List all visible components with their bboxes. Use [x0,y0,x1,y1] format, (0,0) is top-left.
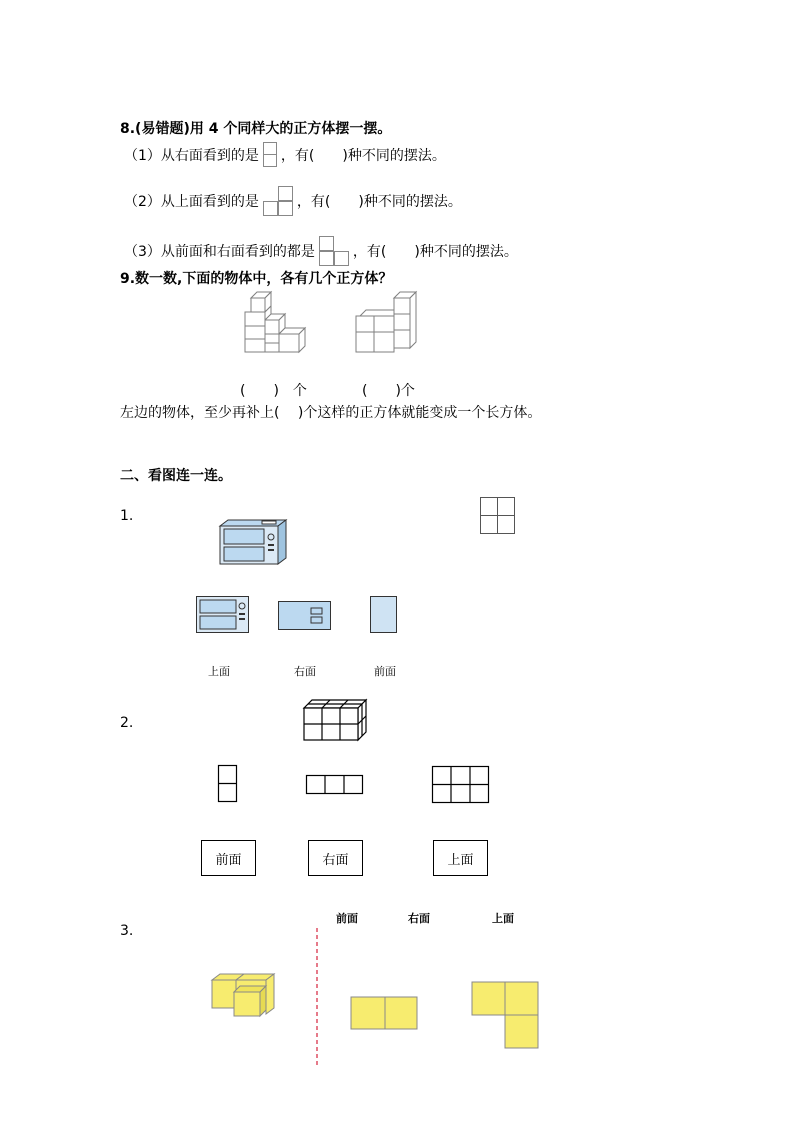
item1-label-top: 上面 [208,665,230,678]
q8-part2-text: （2）从上面看到的是 [124,194,259,210]
q8-part3 [124,236,518,266]
q8-part1-text: （1）从右面看到的是 [124,148,259,164]
item3-label-top: 上面 [492,912,514,925]
item2-label-right[interactable]: 右面 [308,840,363,876]
item1-label-right: 右面 [294,665,316,678]
cube-stack-left [242,290,314,362]
q9-followup: 左边的物体，至少再补上( )个这样的正方体就能变成一个长方体。 [120,405,542,421]
view-front-right-icon [319,236,349,266]
grid-3x2-view [432,766,490,804]
yellow-top-view [471,981,541,1049]
q8-part2 [124,186,462,216]
microwave-top-view [278,601,332,631]
cube-stack-right [354,290,426,362]
q8-part3-answer: ，有( )种不同的摆法。 [352,244,518,260]
grid-2x2-icon [480,497,516,535]
q9-blank-left: ( ) 个 [240,383,307,399]
section2-heading: 二、看图连一连。 [120,468,232,484]
q9-title: 9.数一数,下面的物体中，各有几个正方体？ [120,271,393,287]
item2-number: 2. [120,715,134,731]
item3-number: 3. [120,923,134,939]
divider-dashed [316,928,320,1068]
q8-part3-text: （3）从前面和右面看到的都是 [124,244,315,260]
yellow-front-view [350,996,420,1030]
item2-label-top[interactable]: 上面 [433,840,488,876]
view-right-icon [263,142,277,168]
microwave-front-view [196,596,250,634]
item1-number: 1. [120,508,134,524]
q8-title: 8.(易错题)用 4 个同样大的正方体摆一摆。 [120,121,392,137]
microwave-side-view [370,596,398,634]
grid-3x1-view [306,775,364,795]
q8-part2-answer: ，有( )种不同的摆法。 [296,194,462,210]
view-top-icon [263,186,293,216]
block-3x2x2-3d [302,698,370,742]
item1-label-front: 前面 [374,665,396,678]
item3-label-front: 前面 [336,912,358,925]
yellow-cubes-3d [210,970,278,1020]
q8-part1 [124,142,446,168]
microwave-3d-icon [218,518,288,568]
q9-blank-right: ( )个 [362,383,415,399]
item3-label-right: 右面 [408,912,430,925]
item2-label-front[interactable]: 前面 [201,840,256,876]
grid-1x2-view [218,765,238,803]
q8-part1-answer: ，有( )种不同的摆法。 [280,148,446,164]
